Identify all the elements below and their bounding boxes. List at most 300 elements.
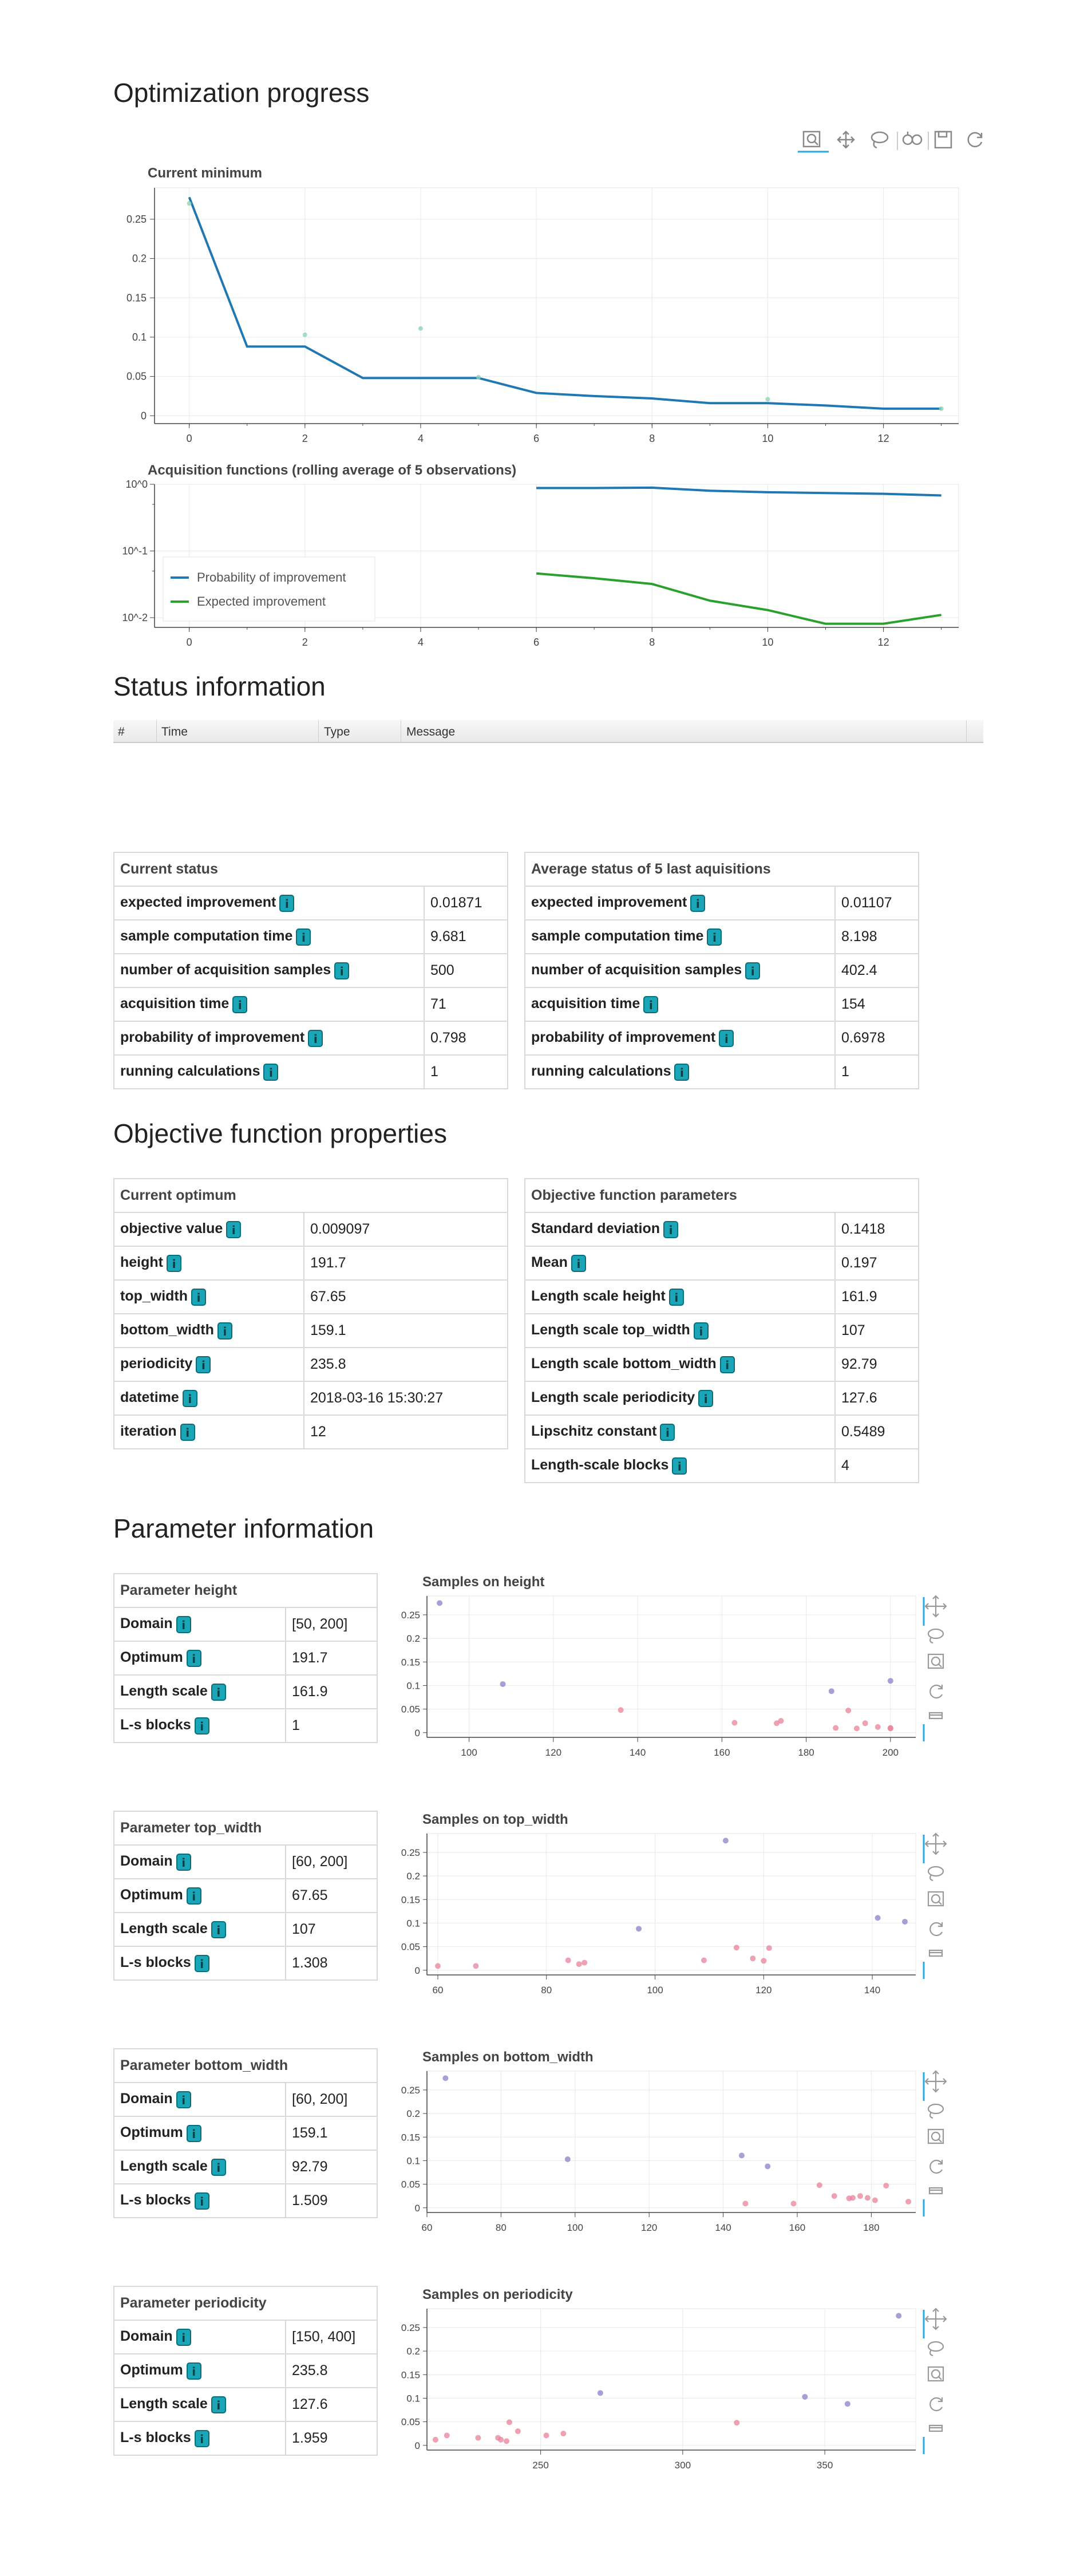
- y-tick-label: 0: [414, 1965, 420, 1976]
- chart-title-top-width: Samples on top_width: [422, 1812, 568, 1827]
- sample-point: [475, 2435, 481, 2441]
- parameter-height-table: [113, 1573, 378, 1743]
- sample-point: [731, 1720, 737, 1725]
- reset-icon[interactable]: [930, 1685, 942, 1698]
- sample-point: [896, 2313, 901, 2318]
- y-tick-label: 0.2: [406, 2346, 420, 2357]
- reset-icon[interactable]: [930, 2397, 942, 2411]
- x-tick-label: 8: [649, 637, 655, 648]
- average-status-table: [524, 852, 919, 1089]
- section-title-parameters: Parameter information: [113, 1514, 374, 1543]
- sample-point: [565, 1957, 571, 1963]
- sample-point: [872, 2198, 878, 2203]
- section-title-objective: Objective function properties: [113, 1119, 447, 1148]
- row-label: number of acquisition samples: [531, 962, 742, 978]
- sample-point: [433, 2437, 438, 2443]
- row-label: Domain: [120, 1853, 173, 1870]
- current-status-table: [113, 852, 508, 1089]
- info-icon[interactable]: [187, 1887, 201, 1905]
- table-row: [114, 2150, 377, 2184]
- row-label: objective value: [120, 1220, 223, 1237]
- info-icon[interactable]: [191, 1289, 206, 1306]
- table-row: [114, 954, 508, 987]
- x-tick-label: 6: [533, 433, 540, 444]
- row-value: 2018-03-16 15:30:27: [304, 1381, 508, 1415]
- row-value: [150, 400]: [286, 2320, 377, 2354]
- table-row: [114, 1246, 508, 1280]
- row-value: 0.6978: [835, 1021, 919, 1055]
- table-title: Parameter periodicity: [114, 2286, 377, 2320]
- sample-point: [618, 1707, 624, 1713]
- y-tick-label: 0.15: [401, 1894, 420, 1906]
- sample-point: [504, 2438, 509, 2444]
- series-line-probability: [536, 488, 941, 496]
- table-row: [114, 1845, 377, 1879]
- sample-point: [883, 2183, 889, 2188]
- info-icon[interactable]: [226, 1221, 241, 1238]
- table-title: Parameter height: [114, 1574, 377, 1607]
- y-tick-label: 0.2: [132, 252, 147, 264]
- row-value: 159.1: [304, 1314, 508, 1348]
- chart-title-current-minimum: Current minimum: [148, 165, 263, 181]
- y-tick-label: 0.25: [401, 2084, 420, 2096]
- lasso-select-icon[interactable]: [928, 1867, 943, 1880]
- row-label: Lipschitz constant: [531, 1423, 657, 1440]
- sample-point: [817, 2182, 822, 2188]
- status-col-time[interactable]: Time: [161, 725, 188, 738]
- row-label: periodicity: [120, 1356, 193, 1372]
- table-row: [114, 1709, 377, 1743]
- row-value: 191.7: [304, 1246, 508, 1280]
- info-icon[interactable]: [195, 1955, 209, 1972]
- y-tick-label: 0.05: [401, 1941, 420, 1953]
- y-tick-label: 0.2: [406, 2108, 420, 2120]
- sample-point: [565, 2156, 571, 2162]
- info-icon[interactable]: [263, 1064, 278, 1081]
- sample-point: [902, 1919, 908, 1925]
- table-row: [114, 2320, 377, 2354]
- info-icon[interactable]: [187, 2125, 201, 2142]
- sample-point: [845, 2401, 850, 2407]
- samples-periodicity-chart[interactable]: [395, 2304, 956, 2476]
- side-toolbar: [924, 2309, 946, 2454]
- x-tick-label: 12: [877, 433, 889, 444]
- sample-point: [435, 1963, 441, 1969]
- sample-point: [888, 1678, 893, 1684]
- x-tick-label: 300: [674, 2460, 691, 2471]
- box-zoom-icon[interactable]: [928, 2129, 943, 2143]
- row-value: 0.01107: [835, 886, 919, 920]
- row-label: iteration: [120, 1423, 177, 1440]
- table-row: [114, 2116, 377, 2150]
- table-row: [525, 1415, 919, 1449]
- table-title: Objective function parameters: [525, 1179, 919, 1212]
- info-icon[interactable]: [196, 1356, 211, 1373]
- table-row: [114, 1946, 377, 1980]
- info-icon[interactable]: [720, 1356, 735, 1373]
- table-row: [114, 1348, 508, 1381]
- save-icon[interactable]: [935, 132, 951, 148]
- reset-icon[interactable]: [968, 133, 982, 147]
- sample-point: [507, 2419, 512, 2425]
- x-tick-label: 2: [302, 433, 308, 444]
- row-label: Standard deviation: [531, 1220, 660, 1237]
- status-col-message[interactable]: Message: [406, 725, 456, 738]
- x-tick-label: 12: [877, 637, 889, 648]
- sample-point: [875, 1915, 881, 1921]
- info-icon[interactable]: [176, 1616, 191, 1633]
- y-tick-label: 0.15: [401, 2132, 420, 2143]
- reset-icon[interactable]: [930, 1922, 942, 1935]
- row-label: probability of improvement: [531, 1029, 716, 1046]
- row-label: Length scale: [120, 2158, 208, 2175]
- sample-point: [303, 333, 307, 337]
- x-tick-label: 10: [762, 637, 774, 648]
- x-tick-label: 60: [432, 1985, 444, 1996]
- info-icon[interactable]: [167, 1255, 181, 1272]
- sample-point: [791, 2200, 797, 2206]
- info-icon[interactable]: [279, 895, 294, 912]
- table-row: [114, 886, 508, 920]
- x-tick-label: 140: [715, 2222, 731, 2233]
- row-label: expected improvement: [531, 894, 687, 911]
- table-row: [114, 1675, 377, 1709]
- row-value: 8.198: [835, 920, 919, 954]
- y-tick-label: 0.1: [406, 1918, 420, 1929]
- legend-label: Probability of improvement: [197, 570, 346, 584]
- row-label: datetime: [120, 1389, 179, 1406]
- row-value: 1.509: [286, 2184, 377, 2218]
- y-tick-label: 0.2: [406, 1871, 420, 1882]
- info-icon[interactable]: [674, 1064, 689, 1081]
- lasso-select-icon[interactable]: [928, 2104, 943, 2118]
- save-icon[interactable]: [929, 2425, 942, 2431]
- chart-title-periodicity: Samples on periodicity: [422, 2287, 573, 2302]
- info-icon[interactable]: [672, 1457, 687, 1475]
- x-tick-label: 120: [640, 2222, 658, 2233]
- chart-title-acquisition: Acquisition functions (rolling average of 5 observations): [148, 463, 517, 478]
- x-tick-label: 8: [649, 433, 655, 444]
- info-icon[interactable]: [187, 1650, 201, 1667]
- sample-point: [888, 1725, 893, 1731]
- x-tick-label: 0: [186, 637, 192, 648]
- table-title: Current optimum: [114, 1179, 508, 1212]
- parameter-top-width-table: [113, 1811, 378, 1981]
- row-label: Length scale top_width: [531, 1322, 690, 1338]
- row-value: 67.65: [286, 1879, 377, 1913]
- x-tick-label: 100: [647, 1985, 663, 1996]
- plot-frame: [155, 188, 959, 424]
- parameter-periodicity-table: [113, 2286, 378, 2456]
- table-row: [525, 1314, 919, 1348]
- row-label: height: [120, 1254, 163, 1271]
- y-tick-label: 0.05: [401, 1704, 420, 1715]
- table-row: [114, 1879, 377, 1913]
- pan-icon[interactable]: [925, 2309, 946, 2329]
- box-zoom-icon[interactable]: [804, 132, 820, 147]
- info-icon[interactable]: [719, 1030, 734, 1047]
- info-icon[interactable]: [211, 2396, 226, 2413]
- row-value: 1: [835, 1055, 919, 1089]
- row-value: 1: [424, 1055, 508, 1089]
- row-value: 107: [286, 1913, 377, 1946]
- x-tick-label: 350: [816, 2460, 833, 2471]
- table-row: [114, 1381, 508, 1415]
- row-value: 1: [286, 1709, 377, 1743]
- info-icon[interactable]: [694, 1322, 709, 1340]
- side-toolbar: [924, 2071, 946, 2217]
- info-icon[interactable]: [643, 996, 658, 1013]
- info-icon[interactable]: [195, 2192, 209, 2210]
- sample-point: [500, 1681, 506, 1687]
- y-tick-label: 0: [414, 2440, 420, 2451]
- x-tick-label: 2: [302, 637, 308, 648]
- sample-point: [560, 2431, 566, 2436]
- row-value: 0.798: [424, 1021, 508, 1055]
- lasso-select-icon[interactable]: [928, 1629, 943, 1643]
- info-icon[interactable]: [195, 2430, 209, 2447]
- table-row: [525, 954, 919, 987]
- table-title: Average status of 5 last aquisitions: [525, 852, 919, 886]
- row-label: L-s blocks: [120, 2192, 191, 2208]
- info-icon[interactable]: [663, 1221, 678, 1238]
- row-value: [60, 200]: [286, 1845, 377, 1879]
- pan-icon[interactable]: [925, 1834, 946, 1854]
- save-icon[interactable]: [929, 2188, 942, 2194]
- sample-point: [636, 1926, 642, 1931]
- y-tick-label: 0: [140, 410, 147, 422]
- info-icon[interactable]: [690, 895, 705, 912]
- sample-point: [778, 1718, 784, 1724]
- pan-icon[interactable]: [925, 1596, 946, 1617]
- info-icon[interactable]: [296, 929, 311, 946]
- row-value: 235.8: [304, 1348, 508, 1381]
- table-row: [114, 2421, 377, 2455]
- x-tick-label: 140: [629, 1747, 646, 1758]
- row-value: 67.65: [304, 1280, 508, 1314]
- sample-point: [765, 397, 770, 401]
- row-label: bottom_width: [120, 1322, 214, 1338]
- box-zoom-icon[interactable]: [928, 2367, 943, 2381]
- info-icon[interactable]: [176, 2091, 191, 2108]
- sample-point: [581, 1960, 587, 1966]
- row-value: 191.7: [286, 1641, 377, 1675]
- reset-icon[interactable]: [930, 2160, 942, 2173]
- info-icon[interactable]: [176, 1854, 191, 1871]
- row-label: L-s blocks: [120, 1954, 191, 1971]
- info-icon[interactable]: [660, 1424, 675, 1441]
- row-label: Optimum: [120, 2124, 183, 2141]
- y-tick-label: 0.1: [406, 1680, 420, 1692]
- table-row: [114, 2083, 377, 2116]
- table-row: [114, 1212, 508, 1246]
- table-title: Current status: [114, 852, 508, 886]
- row-label: Domain: [120, 2328, 173, 2345]
- y-tick-label: 0.2: [406, 1633, 420, 1645]
- section-title-optimization: Optimization progress: [113, 78, 370, 108]
- row-label: Mean: [531, 1254, 568, 1271]
- row-value: 0.1418: [835, 1212, 919, 1246]
- row-label: Length scale: [120, 1921, 208, 1937]
- sample-point: [473, 1963, 478, 1969]
- sample-point: [701, 1957, 707, 1963]
- pan-icon[interactable]: [838, 132, 854, 148]
- row-label: probability of improvement: [120, 1029, 305, 1046]
- row-value: 154: [835, 987, 919, 1021]
- save-icon[interactable]: [929, 1713, 942, 1718]
- sample-point: [515, 2428, 521, 2434]
- samples-top-width-chart[interactable]: [395, 1829, 956, 2001]
- table-row: [114, 1280, 508, 1314]
- save-icon[interactable]: [929, 1950, 942, 1956]
- info-icon[interactable]: [211, 1684, 226, 1701]
- sample-point: [750, 1955, 755, 1961]
- info-icon[interactable]: [211, 2159, 226, 2176]
- side-toolbar: [924, 1834, 946, 1979]
- row-label: acquisition time: [531, 995, 640, 1012]
- objective-params-table: [524, 1178, 919, 1483]
- row-label: Length scale: [120, 1683, 208, 1700]
- current-optimum-table: [113, 1178, 508, 1449]
- row-value: 161.9: [835, 1280, 919, 1314]
- row-value: 0.5489: [835, 1415, 919, 1449]
- section-title-status: Status information: [113, 671, 326, 701]
- row-label: sample computation time: [531, 928, 704, 945]
- info-icon[interactable]: [698, 1390, 713, 1407]
- samples-bottom-width-chart[interactable]: [395, 2067, 956, 2238]
- x-tick-label: 10: [762, 433, 774, 444]
- wheel-zoom-icon[interactable]: [903, 132, 921, 144]
- info-icon[interactable]: [195, 1717, 209, 1735]
- y-tick-label: 0.1: [406, 2155, 420, 2167]
- row-label: Optimum: [120, 2362, 183, 2379]
- table-row: [114, 2354, 377, 2388]
- sample-point: [850, 2195, 856, 2200]
- series-line-current-minimum: [189, 197, 941, 408]
- sample-point: [418, 326, 423, 331]
- row-label: Domain: [120, 2091, 173, 2107]
- row-label: running calculations: [531, 1063, 671, 1080]
- table-row: [525, 920, 919, 954]
- y-tick-label: 0.05: [126, 370, 147, 382]
- x-tick-label: 250: [532, 2460, 549, 2471]
- row-value: 500: [424, 954, 508, 987]
- lasso-select-icon[interactable]: [928, 2342, 943, 2356]
- row-value: [50, 200]: [286, 1607, 377, 1641]
- table-row: [114, 987, 508, 1021]
- sample-point: [723, 1838, 729, 1843]
- info-icon[interactable]: [217, 1322, 232, 1340]
- info-icon[interactable]: [183, 1390, 197, 1407]
- table-title: Parameter top_width: [114, 1811, 377, 1845]
- row-value: 159.1: [286, 2116, 377, 2150]
- box-zoom-icon[interactable]: [928, 1892, 943, 1906]
- info-icon[interactable]: [232, 996, 247, 1013]
- table-row: [525, 1449, 919, 1483]
- samples-height-chart[interactable]: [395, 1591, 956, 1763]
- chart-title-bottom-width: Samples on bottom_width: [422, 2049, 594, 2065]
- sample-point: [766, 1945, 772, 1951]
- row-label: Optimum: [120, 1887, 183, 1903]
- row-value: 235.8: [286, 2354, 377, 2388]
- table-row: [525, 987, 919, 1021]
- y-tick-label: 0.25: [401, 1847, 420, 1858]
- table-row: [525, 886, 919, 920]
- info-icon[interactable]: [707, 929, 722, 946]
- pan-icon[interactable]: [925, 2071, 946, 2092]
- row-value: 402.4: [835, 954, 919, 987]
- row-label: Length scale height: [531, 1288, 666, 1305]
- sample-point: [544, 2432, 549, 2438]
- info-icon[interactable]: [745, 962, 760, 979]
- y-tick-label: 0.25: [126, 213, 147, 225]
- status-col-number[interactable]: #: [118, 725, 125, 738]
- table-row: [525, 1280, 919, 1314]
- table-row: [114, 1314, 508, 1348]
- info-icon[interactable]: [571, 1255, 586, 1272]
- side-toolbar: [924, 1596, 946, 1741]
- row-value: 1.308: [286, 1946, 377, 1980]
- status-col-type[interactable]: Type: [324, 725, 350, 738]
- row-value: 92.79: [835, 1348, 919, 1381]
- acquisition-chart[interactable]: [109, 480, 967, 663]
- sample-point: [476, 375, 481, 380]
- sample-point: [854, 1725, 860, 1731]
- chart-title-height: Samples on height: [422, 1574, 545, 1590]
- info-icon[interactable]: [176, 2329, 191, 2346]
- info-icon[interactable]: [334, 962, 349, 979]
- current-minimum-chart[interactable]: [109, 183, 967, 452]
- x-tick-label: 4: [417, 433, 424, 444]
- row-label: Length scale bottom_width: [531, 1356, 717, 1372]
- info-icon[interactable]: [187, 2362, 201, 2380]
- table-row: [114, 2388, 377, 2421]
- status-table-header: [113, 720, 983, 743]
- sample-point: [832, 2193, 837, 2199]
- info-icon[interactable]: [308, 1030, 323, 1047]
- legend-label: Expected improvement: [197, 594, 326, 609]
- y-tick-label: 0.15: [126, 292, 147, 304]
- row-value: 161.9: [286, 1675, 377, 1709]
- x-tick-label: 100: [461, 1747, 477, 1758]
- sample-point: [734, 2420, 739, 2425]
- info-icon[interactable]: [211, 1921, 226, 1938]
- plot-frame: [427, 1834, 916, 1975]
- sample-point: [442, 2075, 448, 2081]
- y-tick-label: 0.1: [406, 2393, 420, 2404]
- table-row: [114, 1021, 508, 1055]
- x-tick-label: 120: [545, 1747, 562, 1758]
- table-row: [114, 1607, 377, 1641]
- x-tick-label: 140: [864, 1985, 881, 1996]
- row-label: number of acquisition samples: [120, 962, 331, 978]
- table-row: [525, 1348, 919, 1381]
- info-icon[interactable]: [180, 1424, 195, 1441]
- x-tick-label: 160: [789, 2222, 806, 2233]
- sample-point: [833, 1725, 838, 1731]
- lasso-select-icon[interactable]: [872, 132, 888, 148]
- box-zoom-icon[interactable]: [928, 1654, 943, 1668]
- legend: [163, 557, 375, 621]
- row-value: 71: [424, 987, 508, 1021]
- sample-point: [939, 406, 944, 411]
- table-row: [114, 2184, 377, 2218]
- row-label: top_width: [120, 1288, 188, 1305]
- row-value: 107: [835, 1314, 919, 1348]
- info-icon[interactable]: [669, 1289, 684, 1306]
- x-tick-label: 180: [863, 2222, 880, 2233]
- legend-box: [163, 557, 375, 621]
